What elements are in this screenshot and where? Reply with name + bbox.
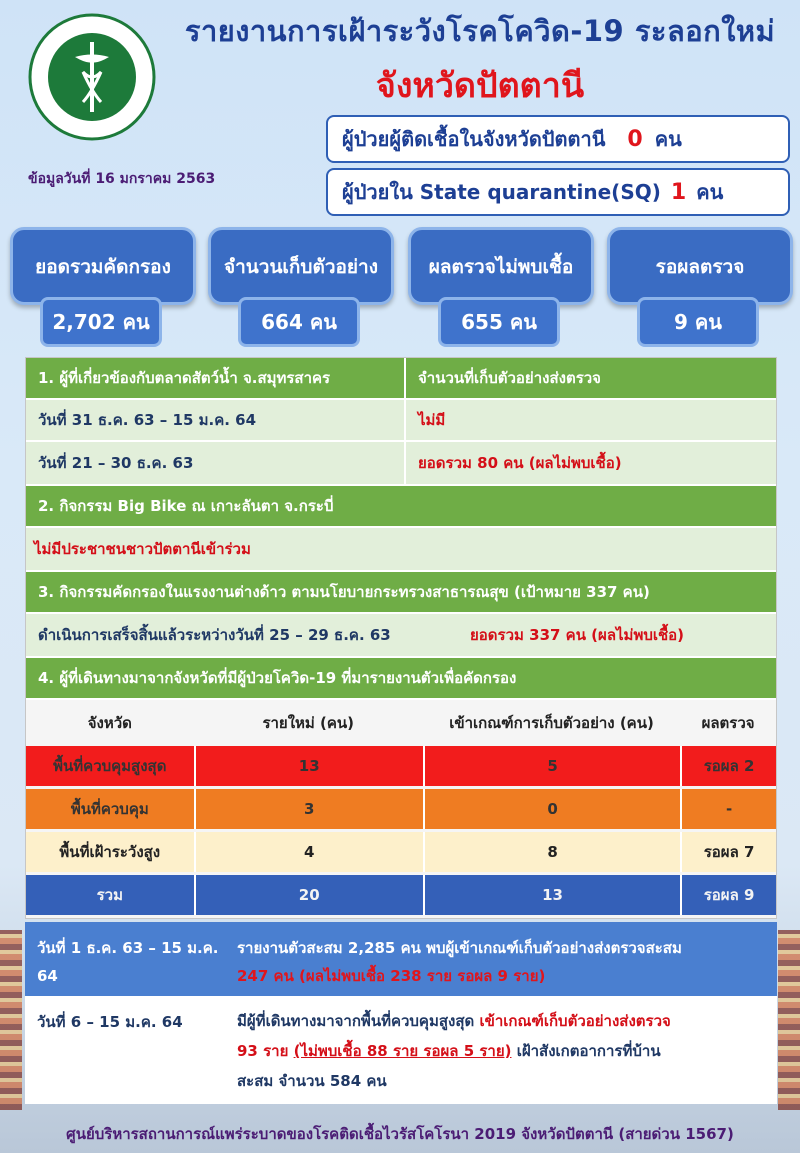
- section1-title: 1. ผู้ที่เกี่ยวข้องกับตลาดสัตว์น้ำ จ.สมุทรสาคร: [38, 369, 331, 387]
- table-header: ผลตรวจ: [680, 703, 776, 743]
- section3-header: [26, 572, 776, 614]
- decorative-pattern-left: [0, 930, 22, 1110]
- sq-unit: คน: [696, 180, 724, 204]
- table-cell: 13: [423, 875, 680, 915]
- section1-date: วันที่ 21 – 30 ธ.ค. 63: [38, 454, 194, 472]
- table-cell: 5: [423, 746, 680, 786]
- table-header: จังหวัด: [26, 703, 194, 743]
- decorative-pattern-right: [778, 930, 800, 1110]
- date-note: ข้อมูลวันที่ 16 มกราคม 2563: [28, 171, 216, 187]
- section1-row: [26, 442, 776, 486]
- table-cell: รอผล 2: [680, 746, 776, 786]
- table-cell: -: [680, 789, 776, 829]
- section2-header: [26, 486, 776, 528]
- stat-card-negative: [408, 227, 594, 334]
- table-cell: 4: [194, 832, 423, 872]
- table-cell: พื้นที่ควบคุม: [26, 789, 194, 829]
- table-cell: พื้นที่ควบคุมสูงสุด: [26, 746, 194, 786]
- stat-value: 664 คน: [238, 297, 360, 347]
- section2-note: ไม่มีประชาชนชาวปัตตานีเข้าร่วม: [34, 540, 251, 558]
- section3-title: 3. กิจกรรมคัดกรองในแรงงานต่างด้าว ตามนโยบายกระทรวงสาธารณสุข (เป้าหมาย 337 คน): [38, 583, 650, 601]
- table-cell: รอผล 7: [680, 832, 776, 872]
- summary2-text-a: มีผู้ที่เดินทางมาจากพื้นที่ควบคุมสูงสุด: [237, 1012, 475, 1030]
- stat-value: 655 คน: [438, 297, 560, 347]
- summary1-text-a: รายงานตัวสะสม 2,285 คน พบผู้เข้าเกณฑ์เก็บตัวอย่างส่งตรวจสะสม: [237, 939, 682, 957]
- section1-date: วันที่ 31 ธ.ค. 63 – 15 ม.ค. 64: [38, 411, 257, 429]
- table-cell: พื้นที่เฝ้าระวังสูง: [26, 832, 194, 872]
- section4-title: 4. ผู้ที่เดินทางมาจากจังหวัดที่มีผู้ป่วยโควิด-19 ที่มารายงานตัวเพื่อคัดกรอง: [38, 669, 517, 687]
- summary2-text-e: เฝ้าสังเกตอาการที่บ้าน: [516, 1042, 661, 1060]
- sq-value: 1: [670, 179, 687, 205]
- table-cell: 13: [194, 746, 423, 786]
- stat-value: 2,702 คน: [40, 297, 162, 347]
- stat-value: 9 คน: [637, 297, 759, 347]
- section1-value: ยอดรวม 80 คน (ผลไม่พบเชื้อ): [404, 442, 634, 484]
- footer-text: ศูนย์บริหารสถานการณ์แพร่ระบาดของโรคติดเชื้อไวรัสโคโรนา 2019 จังหวัดปัตตานี (สายด่วน 1567): [66, 1125, 734, 1143]
- table-cell: 8: [423, 832, 680, 872]
- section1-header: [26, 358, 776, 400]
- table-cell: 0: [423, 789, 680, 829]
- summary1-text: [237, 934, 767, 990]
- section3-left: ดำเนินการเสร็จสิ้นแล้วระหว่างวันที่ 25 – 29 ธ.ค. 63: [38, 626, 391, 644]
- section2-title: 2. กิจกรรม Big Bike ณ เกาะลันตา จ.กระบี่: [38, 497, 334, 515]
- table-header: เข้าเกณฑ์การเก็บตัวอย่าง (คน): [423, 703, 680, 743]
- patients-label: ผู้ป่วยผู้ติดเชื้อในจังหวัดปัตตานี: [342, 127, 606, 151]
- table-cell: รวม: [26, 875, 194, 915]
- section1-row: [26, 400, 776, 442]
- patients-value: 0: [627, 126, 643, 152]
- patients-unit: คน: [654, 127, 682, 151]
- table-cell: 3: [194, 789, 423, 829]
- stat-card-pending: [607, 227, 793, 334]
- stat-label: รอผลตรวจ: [607, 227, 793, 305]
- report-panel: [25, 357, 777, 919]
- section1-col2: จำนวนที่เก็บตัวอย่างส่งตรวจ: [404, 358, 613, 398]
- stat-label: ผลตรวจไม่พบเชื้อ: [408, 227, 594, 305]
- report-title: รายงานการเฝ้าระวังโรคโควิด-19 ระลอกใหม่: [184, 14, 776, 48]
- section2-row: [26, 528, 776, 572]
- summary2-date: วันที่ 6 – 15 ม.ค. 64: [37, 1013, 183, 1031]
- stat-label: จำนวนเก็บตัวอย่าง: [208, 227, 394, 305]
- table-row: [26, 832, 776, 872]
- summary2-text: [237, 1006, 767, 1096]
- table-header-row: [26, 703, 776, 743]
- summary1-text-b: 247 คน (ผลไม่พบเชื้อ 238 ราย รอผล 9 ราย): [237, 967, 546, 985]
- patients-box: [326, 115, 790, 163]
- stat-card-sampled: [208, 227, 394, 334]
- sq-label: ผู้ป่วยใน State quarantine(SQ): [342, 180, 661, 204]
- summary-cumulative: [25, 922, 777, 996]
- table-header: รายใหม่ (คน): [194, 703, 423, 743]
- table-cell: 20: [194, 875, 423, 915]
- stat-card-screened: [10, 227, 196, 334]
- section4-header: [26, 658, 776, 700]
- ministry-logo: [27, 12, 157, 142]
- province-title: จังหวัดปัตตานี: [375, 66, 585, 106]
- stat-label: ยอดรวมคัดกรอง: [10, 227, 196, 305]
- table-cell: รอผล 9: [680, 875, 776, 915]
- summary2-text-b: เข้าเกณฑ์เก็บตัวอย่างส่งตรวจ: [479, 1012, 671, 1030]
- summary2-text-c: 93 ราย: [237, 1042, 289, 1060]
- table-row-total: [26, 875, 776, 915]
- table-row: [26, 789, 776, 829]
- summary-recent: [25, 996, 777, 1104]
- summary1-date: วันที่ 1 ธ.ค. 63 – 15 ม.ค. 64: [37, 939, 219, 985]
- summary2-text-d: (ไม่พบเชื้อ 88 ราย รอผล 5 ราย): [293, 1042, 512, 1060]
- zone-table: [26, 700, 776, 918]
- section3-row: [26, 614, 776, 658]
- section3-right: ยอดรวม 337 คน (ผลไม่พบเชื้อ): [470, 626, 685, 644]
- summary2-text-f: สะสม จำนวน 584 คน: [237, 1072, 387, 1090]
- section1-value: ไม่มี: [404, 400, 457, 440]
- sq-box: [326, 168, 790, 216]
- table-row: [26, 746, 776, 786]
